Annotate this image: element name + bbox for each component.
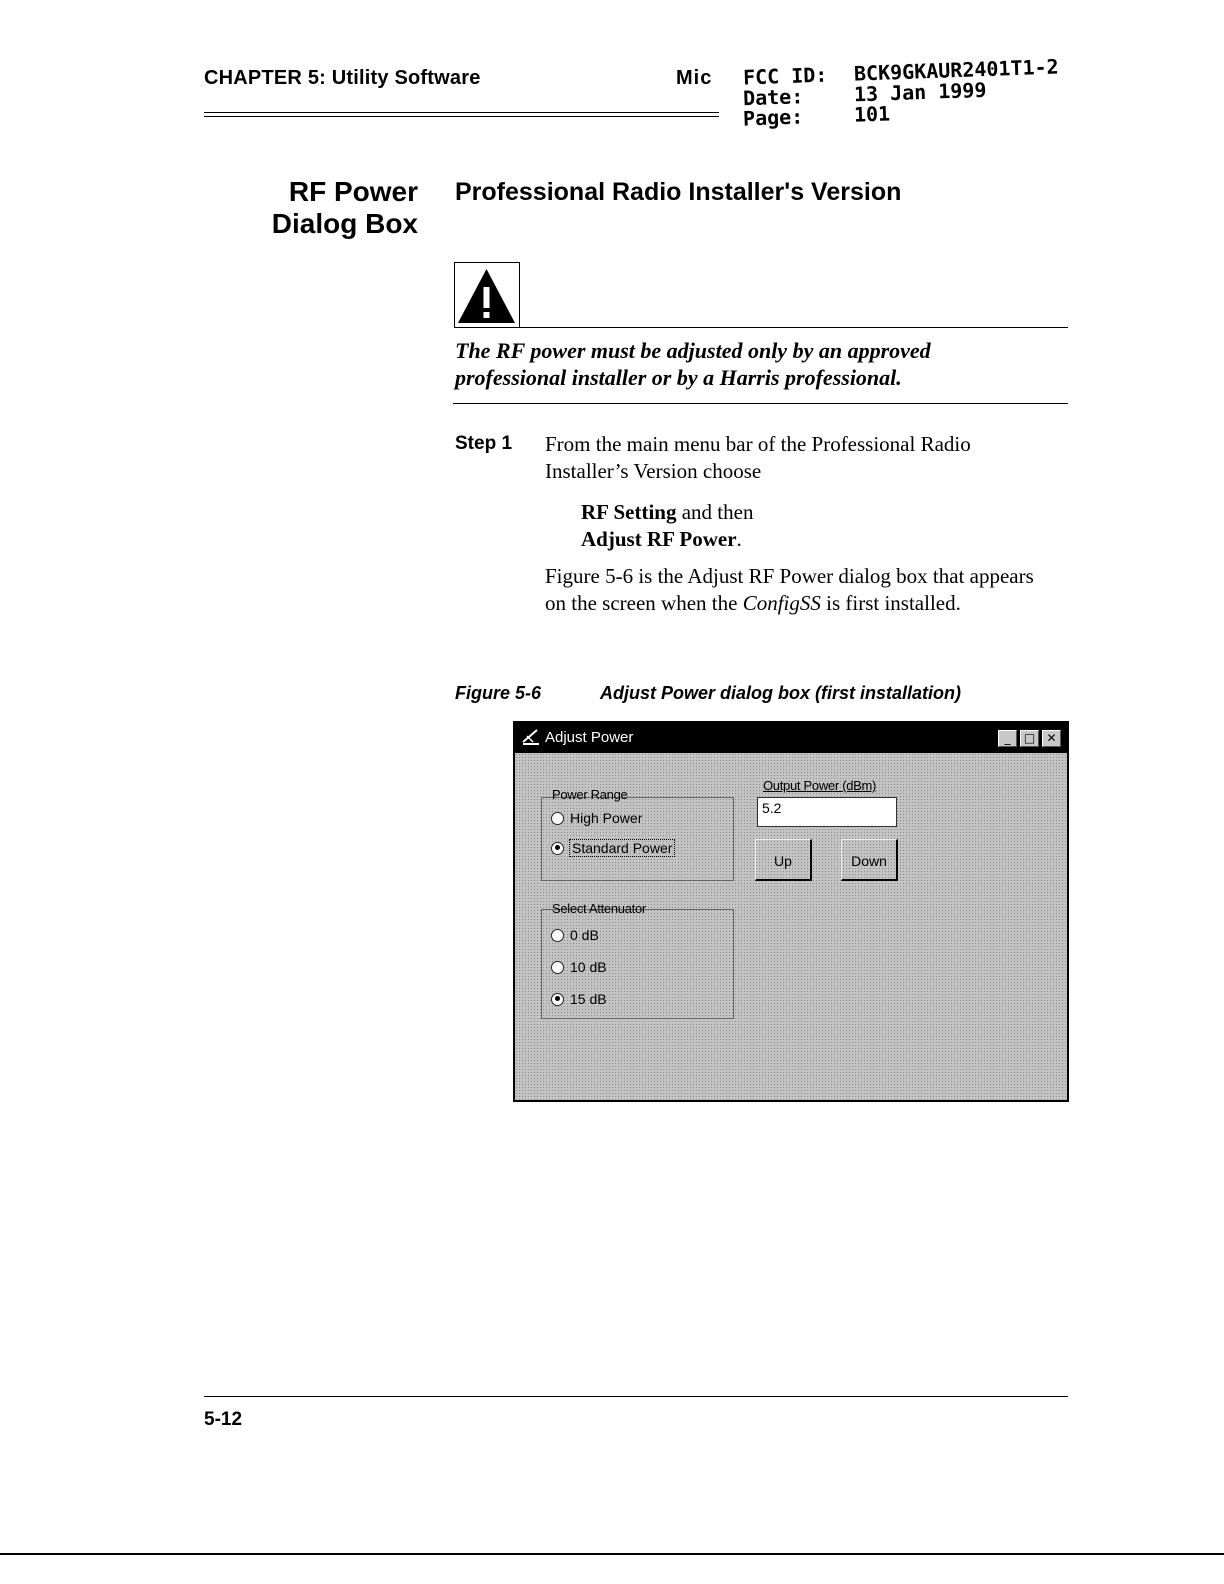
header-rule-bottom <box>204 116 719 117</box>
attenuator-label: Select Attenuator <box>552 901 646 916</box>
radio-10db-label: 10 dB <box>570 959 607 975</box>
radio-standard-power-label: Standard Power <box>572 840 673 856</box>
menu-item-1-suffix: and then <box>676 500 754 524</box>
output-power-label: Output Power (dBm) <box>763 778 877 793</box>
dialog-titlebar[interactable] <box>515 723 1067 753</box>
menu-path-1 <box>581 499 753 526</box>
header-rule-top <box>204 112 719 113</box>
date-value: 13 Jan 1999 <box>853 77 987 107</box>
radio-15db-label: 15 dB <box>570 991 607 1007</box>
radio-high-power-indicator[interactable] <box>551 812 564 825</box>
section-subtitle: Professional Radio Installer's Version <box>455 178 902 206</box>
page-value: 101 <box>853 101 891 127</box>
header-fragment: Mic <box>676 67 713 89</box>
minimize-button[interactable]: _ <box>998 730 1017 747</box>
radio-15db[interactable] <box>551 991 607 1007</box>
maximize-button[interactable]: □ <box>1020 730 1039 747</box>
para-after: is first installed. <box>820 591 961 615</box>
warning-line-1: The RF power must be adjusted only by an approved <box>455 338 931 363</box>
power-range-label: Power Range <box>552 787 628 802</box>
app-icon <box>521 728 541 746</box>
warning-text <box>455 337 1055 391</box>
step-text: From the main menu bar of the Professional Radio Installer’s Version choose <box>545 432 971 483</box>
warning-rule-bottom <box>453 403 1068 404</box>
warning-triangle-icon <box>454 262 520 328</box>
up-button[interactable]: Up <box>755 839 812 881</box>
menu-item-rf-setting: RF Setting <box>581 500 677 524</box>
menu-item-2-suffix: . <box>736 527 742 551</box>
section-title-line2: Dialog Box <box>271 208 418 239</box>
warning-rule-top <box>520 327 1068 328</box>
step-label: Step 1 <box>455 433 513 454</box>
menu-path-2 <box>581 526 742 553</box>
chapter-header: CHAPTER 5: Utility Software <box>204 67 481 89</box>
down-button[interactable]: Down <box>841 839 898 881</box>
radio-15db-indicator[interactable] <box>551 993 564 1006</box>
para-before: Figure 5-6 is the Adjust RF Power dialog box that appears on the screen when the <box>545 564 1034 615</box>
radio-10db-indicator[interactable] <box>551 961 564 974</box>
radio-0db-indicator[interactable] <box>551 929 564 942</box>
scan-edge-rule <box>0 1553 1224 1555</box>
section-title-line1: RF Power <box>288 176 418 207</box>
page-number: 5-12 <box>204 1409 243 1430</box>
para-italic: ConfigSS <box>742 591 821 615</box>
date-label: Date: <box>742 84 804 111</box>
radio-standard-power[interactable] <box>551 840 674 856</box>
menu-item-adjust-rf-power: Adjust RF Power <box>581 527 737 551</box>
dialog-title: Adjust Power <box>545 729 634 746</box>
figure-caption: Adjust Power dialog box (first installation) <box>600 683 962 703</box>
warning-line-2: professional installer or by a Harris professional. <box>455 365 902 390</box>
radio-high-power[interactable] <box>551 810 642 826</box>
output-power-field[interactable]: 5.2 <box>757 797 897 827</box>
radio-0db-label: 0 dB <box>570 927 599 943</box>
figure-label: Figure 5-6 <box>455 683 542 703</box>
figure-reference-paragraph <box>545 563 1035 617</box>
radio-high-power-label: High Power <box>570 810 643 826</box>
radio-10db[interactable] <box>551 959 607 975</box>
page-label: Page: <box>742 104 804 131</box>
adjust-power-dialog <box>513 721 1069 1102</box>
close-button[interactable]: ✕ <box>1042 730 1061 747</box>
radio-standard-power-indicator[interactable] <box>551 842 564 855</box>
footer-rule <box>204 1396 1068 1397</box>
fcc-id-value: BCK9GKAUR2401T1-2 <box>853 54 1060 86</box>
section-title <box>272 176 418 240</box>
fcc-id-label: FCC ID: <box>742 62 828 90</box>
page-row <box>743 101 891 130</box>
radio-0db[interactable] <box>551 927 599 943</box>
